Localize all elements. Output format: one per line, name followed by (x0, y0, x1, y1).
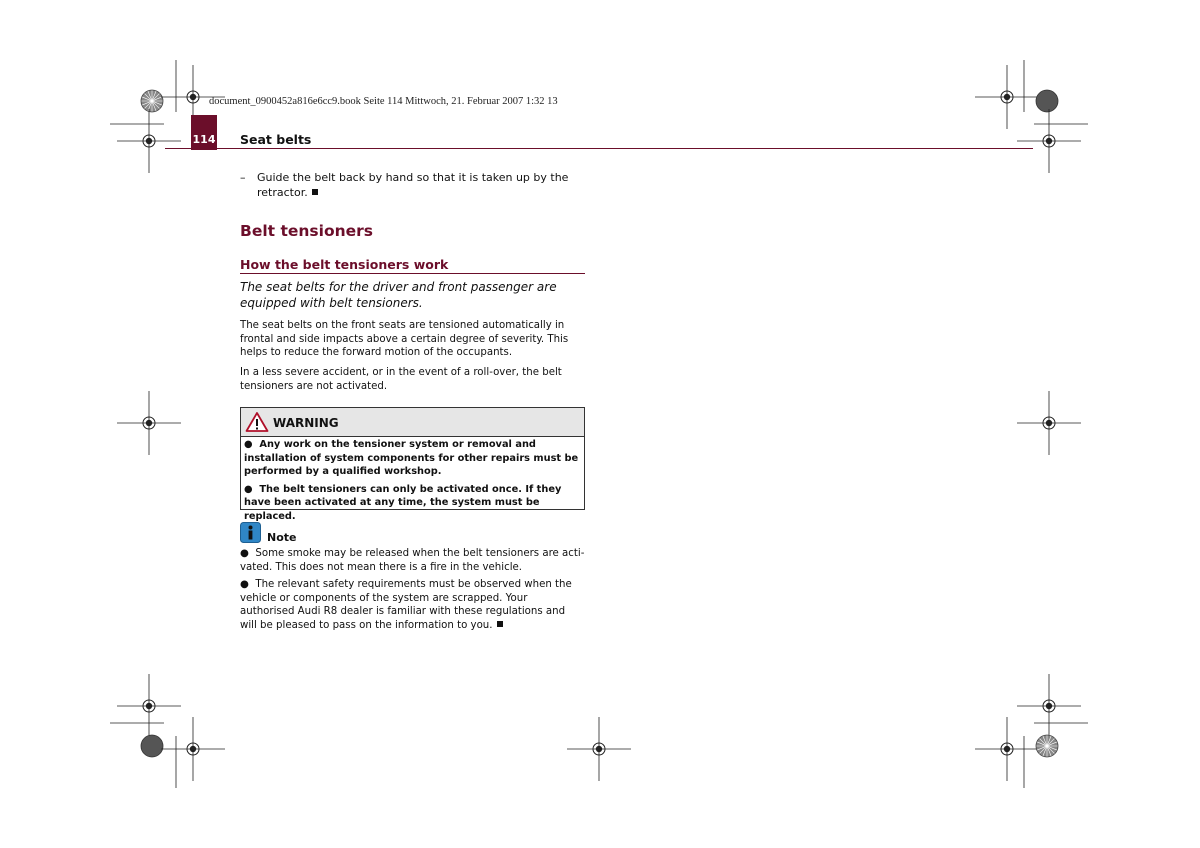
warning-item: ● The belt tensioners can only be activated once. If they have been activated at any time, the system must be replaced. (244, 483, 562, 522)
note-item: ● Some smoke may be released when the belt tensioners are acti-vated. This does not mean there is a fire in the vehicle. (240, 548, 585, 573)
warning-title: WARNING (273, 416, 339, 430)
warning-body (244, 438, 582, 528)
registration-mark-icon (1017, 674, 1081, 738)
paragraph-1: The seat belts on the front seats are tensioned automatically in frontal and side impacts above a certain degree of severity. This helps to reduce the forward motion of the occupants. (240, 320, 569, 359)
page-number: 114 (192, 133, 216, 146)
end-mark-icon (497, 621, 503, 627)
warning-header (241, 408, 584, 437)
registration-mark-icon (1017, 109, 1081, 173)
info-icon (240, 522, 261, 543)
dash-bullet-item (240, 170, 585, 200)
registration-mark-icon (975, 717, 1039, 781)
note-title: Note (267, 531, 297, 544)
end-mark-icon (312, 189, 318, 195)
warning-triangle-icon (245, 411, 269, 433)
dash-bullet-text: Guide the belt back by hand so that it is taken up by the retractor. (257, 171, 569, 199)
note-body (240, 547, 585, 637)
print-info: document_0900452a816e6cc9.book Seite 114 Mittwoch, 21. Februar 2007 1:32 13 (209, 96, 558, 107)
registration-mark-icon (141, 735, 163, 757)
registration-mark-icon (141, 90, 163, 112)
subheading: How the belt tensioners work (240, 257, 449, 272)
registration-mark-icon (1036, 735, 1058, 757)
dash-bullet-marker: – (240, 171, 246, 184)
warning-box (240, 407, 585, 522)
intro-text: The seat belts for the driver and front passenger are equipped with belt tensioners. (240, 280, 557, 310)
warning-item: ● Any work on the tensioner system or removal and installation of system components for other repairs must be performed by a qualified workshop. (244, 439, 579, 478)
subheading-rule (240, 273, 585, 274)
registration-mark-icon (117, 674, 181, 738)
registration-mark-icon (1017, 391, 1081, 455)
paragraph-2: In a less severe accident, or in the event of a roll-over, the belt tensioners are not activated. (240, 367, 562, 392)
header-rule (165, 148, 1033, 149)
registration-mark-icon (567, 717, 631, 781)
note-item: ● The relevant safety requirements must be observed when the vehicle or components of the system are scrapped. Your authorised Audi R8 dealer is familiar with these regulations and will be pleased to pass on the information to you. (240, 579, 572, 631)
registration-mark-icon (117, 109, 181, 173)
registration-mark-icon (117, 391, 181, 455)
heading-belt-tensioners: Belt tensioners (240, 222, 374, 240)
registration-mark-icon (1036, 90, 1058, 112)
section-title: Seat belts (240, 132, 312, 147)
registration-mark-icon (975, 65, 1039, 129)
registration-mark-icon (161, 717, 225, 781)
